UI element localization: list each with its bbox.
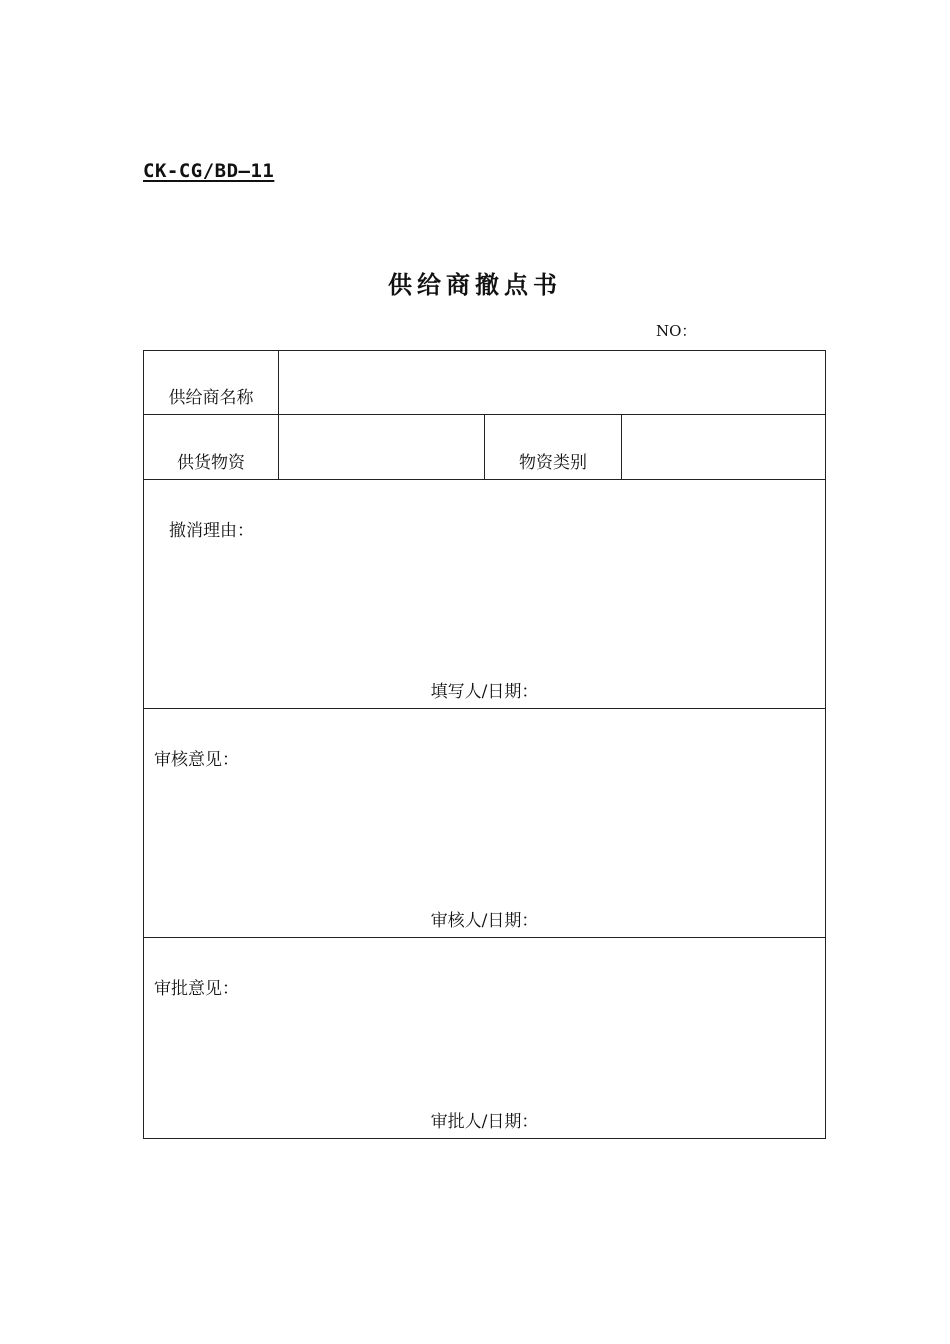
supplier-revocation-form: [143, 350, 826, 1139]
category-label: 物资类别: [485, 415, 622, 480]
review-opinion-row: [144, 709, 826, 938]
category-field[interactable]: [622, 415, 826, 480]
revoke-reason-row: [144, 480, 826, 709]
approval-opinion-row: [144, 938, 826, 1139]
review-opinion-field[interactable]: [144, 709, 826, 938]
document-number-label: NO：: [656, 322, 697, 340]
goods-label: 供货物资: [144, 415, 279, 480]
filler-sign-label: 填写人/日期：: [430, 682, 539, 702]
revoke-reason-label: 撤消理由：: [169, 521, 254, 541]
document-code: CK-CG/BD—11: [143, 160, 275, 182]
goods-field[interactable]: [279, 415, 485, 480]
revoke-reason-field[interactable]: [144, 480, 826, 709]
approver-sign-label: 审批人/日期：: [430, 1112, 539, 1132]
approval-opinion-field[interactable]: [144, 938, 826, 1139]
review-opinion-label: 审核意见：: [154, 750, 239, 770]
reviewer-sign-label: 审核人/日期：: [430, 911, 539, 931]
goods-row: [144, 415, 826, 480]
page-title: 供给商撤点书: [388, 271, 562, 299]
supplier-name-row: [144, 351, 826, 415]
supplier-name-field[interactable]: [279, 351, 826, 415]
approval-opinion-label: 审批意见：: [154, 979, 239, 999]
supplier-name-label: 供给商名称: [144, 351, 279, 415]
